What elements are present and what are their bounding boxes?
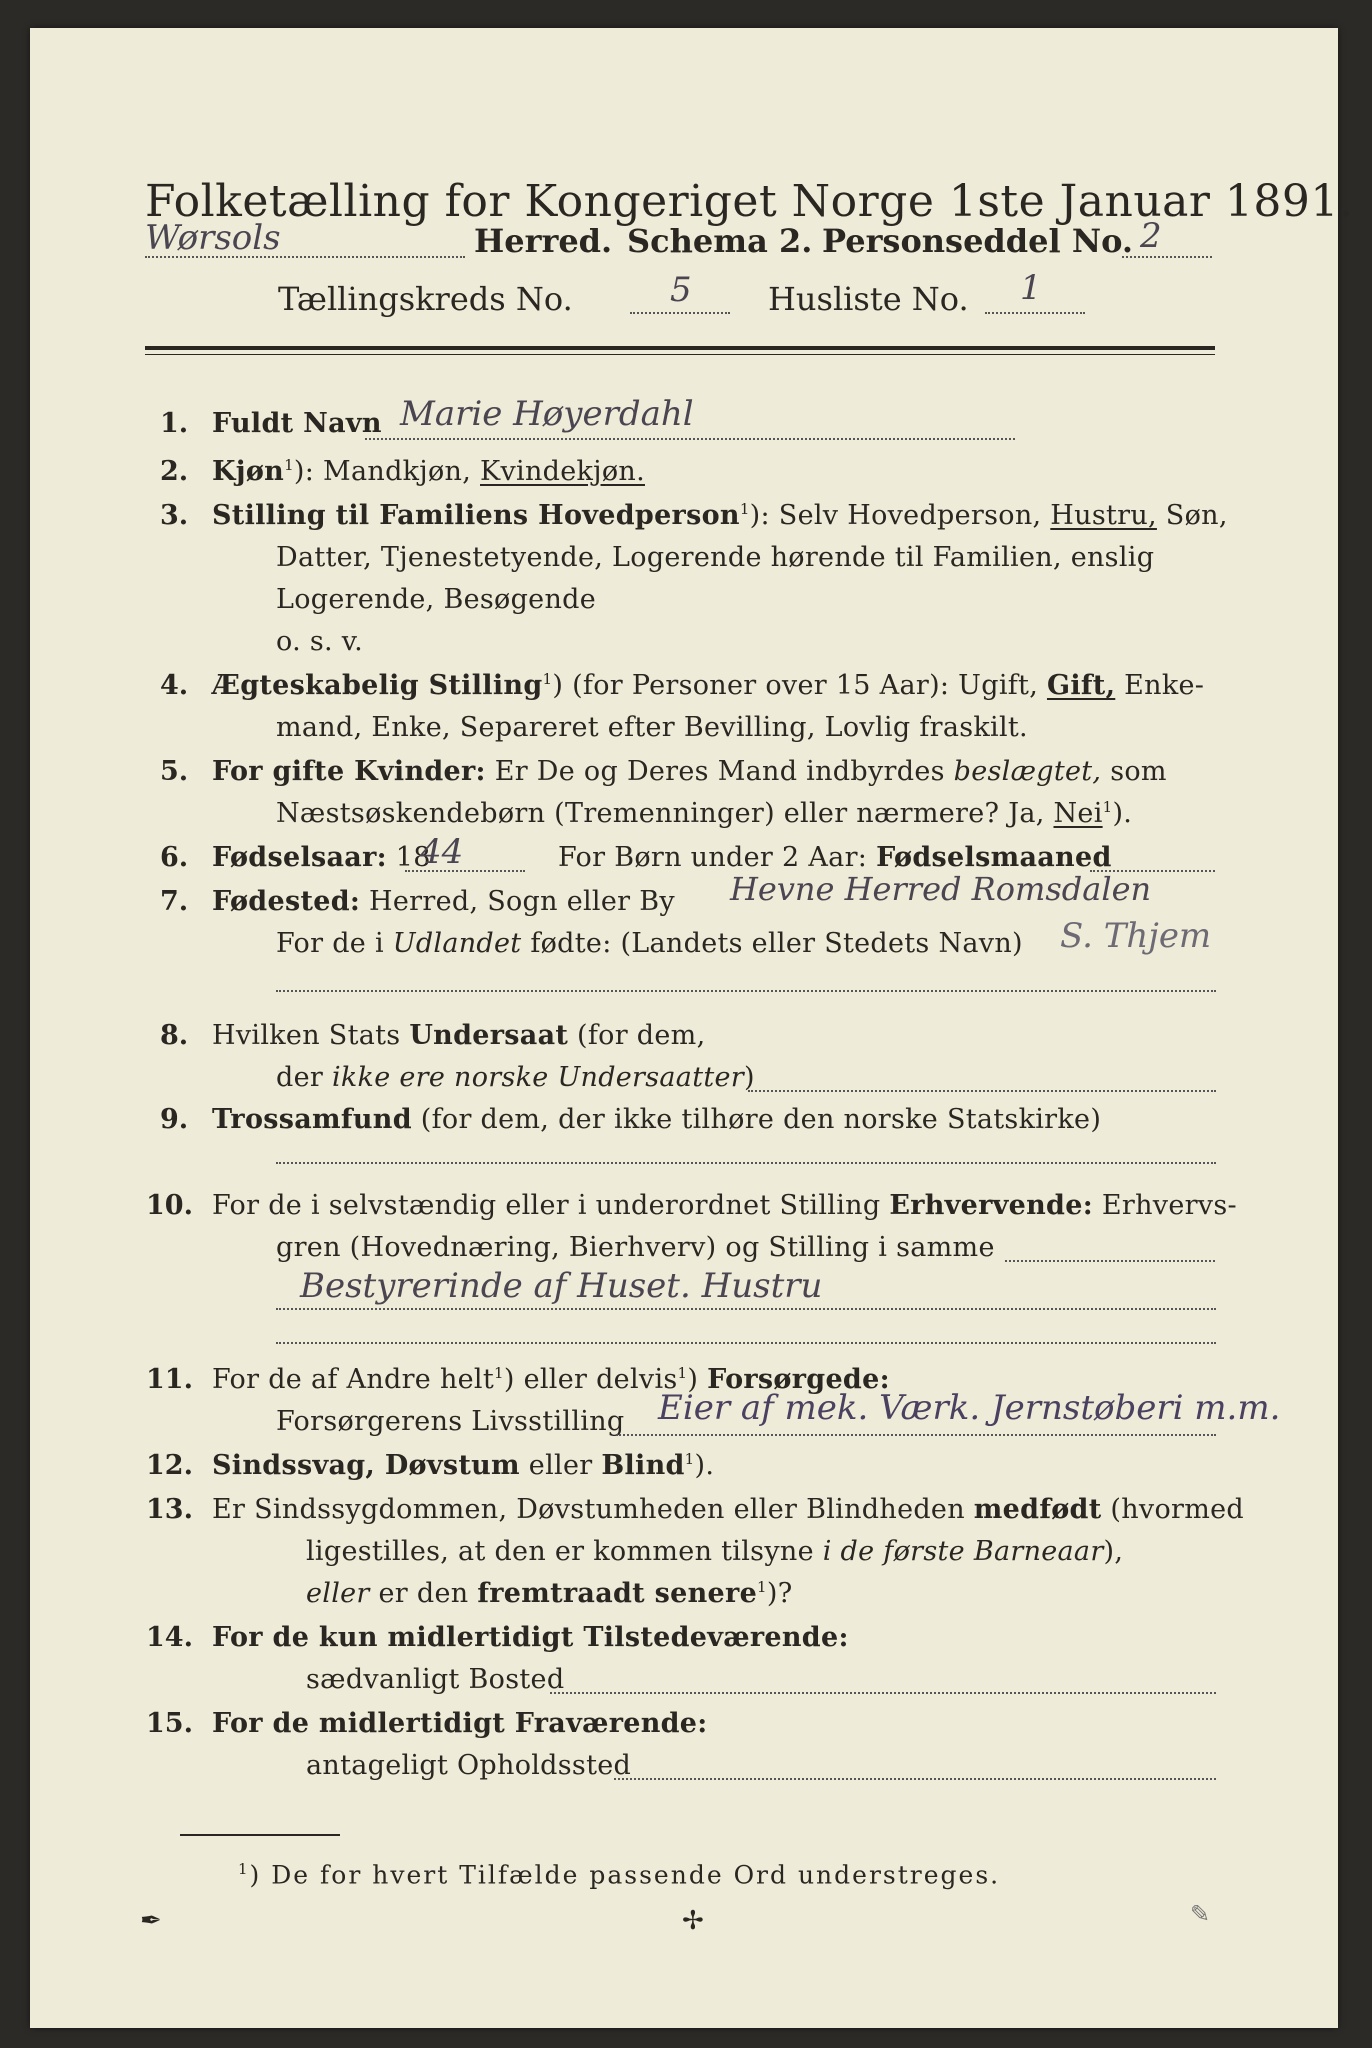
q6-text: For Børn under 2 Aar: <box>558 842 877 873</box>
q3-line2: Datter, Tjenestetyende, Logerende hørende til Familien, enslig <box>276 542 1155 573</box>
ink-mark-left: ✒ <box>140 1906 162 1936</box>
q3-line3: Logerende, Besøgende <box>276 584 596 615</box>
q7-number: 7. <box>160 886 189 917</box>
q15-label: For de midlertidigt Fraværende: <box>212 1708 708 1739</box>
personseddel-label: Personseddel No. <box>822 222 1133 260</box>
footnote: $^1$) De for hvert Tilfælde passende Ord understreges. <box>238 1860 1001 1890</box>
q5-line2: Næstsøskendebørn (Tremenninger) eller nærmere? Ja, Nei$^1$). <box>276 798 1133 829</box>
header-rule-thick <box>145 346 1215 350</box>
q10-line1: For de i selvstændig eller i underordnet Stilling Erhvervende: Erhvervs- <box>212 1190 1237 1221</box>
q4-line2: mand, Enke, Separeret efter Bevilling, Lovlig fraskilt. <box>276 712 1028 743</box>
q9-line: Trossamfund (for dem, der ikke tilhøre den norske Statskirke) <box>212 1104 1102 1135</box>
q11-number: 11. <box>146 1364 193 1395</box>
q3-line1: Stilling til Familiens Hovedperson$^1$): Selv Hovedperson, Hustru, Søn, <box>212 500 1228 531</box>
personseddel-value: 2 <box>1140 216 1162 256</box>
kreds-value: 5 <box>670 270 692 310</box>
q1-full-name-value: Marie Høyerdahl <box>400 394 694 434</box>
husliste-label: Husliste No. <box>768 280 969 318</box>
q11-dotted-line <box>616 1434 1216 1436</box>
q14-number: 14. <box>146 1622 193 1653</box>
q6-label2: Fødselsmaaned <box>876 842 1112 873</box>
q2-answer-underlined: Kvindekjøn. <box>480 456 645 487</box>
q3-answer-underlined: Hustru, <box>1050 500 1157 531</box>
q13-line2: ligestilles, at den er kommen tilsyne i de første Barneaar), <box>306 1536 1124 1567</box>
q7-extra-dotted-line <box>276 990 1216 992</box>
kreds-dotted-line <box>630 312 730 314</box>
q10-number: 10. <box>146 1190 193 1221</box>
q5-number: 5. <box>160 756 189 787</box>
q6-line: Fødselsaar: 18 <box>212 842 431 873</box>
q2-number: 2. <box>160 456 189 487</box>
q8-line2: der ikke ere norske Undersaatter) <box>276 1062 755 1093</box>
q3-number: 3. <box>160 500 189 531</box>
ink-mark-right: ✎ <box>1190 1900 1211 1928</box>
q8-line1: Hvilken Stats Undersaat (for dem, <box>212 1020 706 1051</box>
husliste-dotted-line <box>985 312 1085 314</box>
q7-line1: Fødested: Herred, Sogn eller By <box>212 886 675 917</box>
q13-number: 13. <box>146 1494 193 1525</box>
q8-dotted-line <box>748 1090 1216 1092</box>
q4-answer-underlined: Gift, <box>1046 670 1116 701</box>
personseddel-dotted-line <box>1122 256 1212 258</box>
husliste-value: 1 <box>1020 268 1042 308</box>
q14-label: For de kun midlertidigt Tilstedeværende: <box>212 1622 849 1653</box>
schema-label: Schema 2. <box>627 222 813 260</box>
q9-number: 9. <box>160 1104 189 1135</box>
q15-number: 15. <box>146 1708 193 1739</box>
q12-number: 12. <box>146 1450 193 1481</box>
q13-line3: eller er den fremtraadt senere$^1$)? <box>306 1578 793 1609</box>
census-form-page <box>30 28 1354 2028</box>
q12-line: Sindssvag, Døvstum eller Blind$^1$). <box>212 1450 715 1481</box>
q7-birthplace-value: Hevne Herred Romsdalen <box>730 870 1152 908</box>
q8-number: 8. <box>160 1020 189 1051</box>
q4-number: 4. <box>160 670 189 701</box>
q14-line2: sædvanligt Bosted <box>306 1664 565 1695</box>
q15-dotted-line <box>614 1778 1216 1780</box>
q13-line1: Er Sindssygdommen, Døvstumheden eller Blindheden medfødt (hvormed <box>212 1494 1244 1525</box>
q6-year-dotted-line <box>405 870 525 872</box>
herred-label: Herred. <box>474 222 613 260</box>
ink-mark-center: ✢ <box>682 1906 704 1936</box>
herred-value: Wørsols <box>145 218 281 258</box>
q1-dotted-line <box>365 438 1015 440</box>
herred-dotted-line <box>145 256 465 258</box>
q11-provider-value: Eier af mek. Værk. Jernstøberi m.m. <box>658 1388 1281 1428</box>
q7-foreign-place-value: S. Thjem <box>1060 916 1212 956</box>
q4-line1: Ægteskabelig Stilling$^1$) (for Personer over 15 Aar): Ugift, Gift, Enke- <box>212 670 1205 701</box>
q11-line1: For de af Andre helt$^1$) eller delvis$^1$) Forsørgede: <box>212 1364 890 1395</box>
q10-dotted-line-a <box>1005 1260 1215 1262</box>
q10-occupation-value: Bestyrerinde af Huset. Hustru <box>300 1266 823 1306</box>
form-title: Folketælling for Kongeriget Norge 1ste Januar 1891. <box>145 176 1354 227</box>
q1-label: Fuldt Navn <box>212 408 382 439</box>
q6-birthyear-value: 44 <box>420 832 464 872</box>
q7-line2: For de i Udlandet fødte: (Landets eller Stedets Navn) <box>276 928 1023 959</box>
q10-line2: gren (Hovednæring, Bierhverv) og Stilling i samme <box>276 1232 995 1263</box>
q2-line: Kjøn$^1$): Mandkjøn, Kvindekjøn. <box>212 456 645 487</box>
q3-line4: o. s. v. <box>276 626 363 657</box>
header-rule-thin <box>145 354 1215 355</box>
q9-dotted-line <box>276 1162 1216 1164</box>
q14-dotted-line <box>550 1692 1216 1694</box>
q10-dotted-line-b <box>276 1308 1216 1310</box>
q5-line1: For gifte Kvinder: Er De og Deres Mand indbyrdes beslægtet, som <box>212 756 1167 787</box>
q10-dotted-line-c <box>276 1342 1216 1344</box>
footnote-rule <box>180 1834 340 1836</box>
q1-number: 1. <box>160 408 189 439</box>
kreds-label: Tællingskreds No. <box>278 280 573 318</box>
q6-number: 6. <box>160 842 189 873</box>
q11-line2: Forsørgerens Livsstilling <box>276 1406 625 1437</box>
q15-line2: antageligt Opholdssted <box>306 1750 632 1781</box>
q5-answer-underlined: Nei <box>1053 798 1103 829</box>
